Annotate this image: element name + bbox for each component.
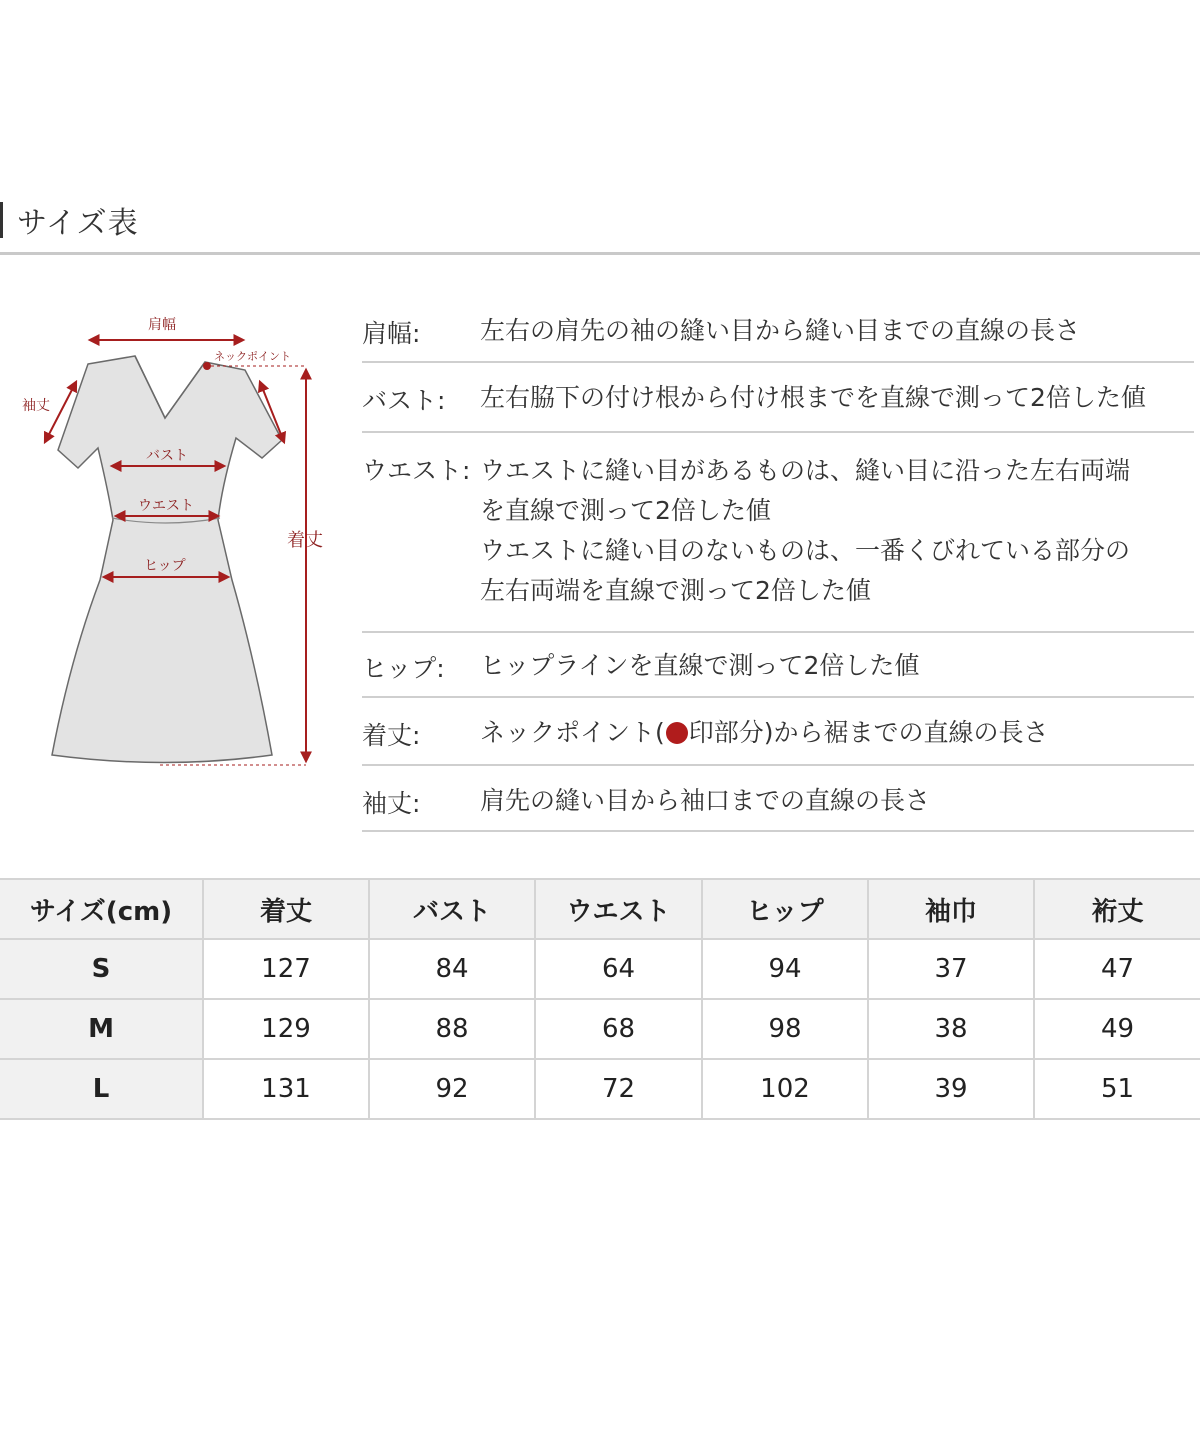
definition-text: 左右脇下の付け根から付け根までを直線で測って2倍した値 [480, 383, 1146, 412]
size-label: S [0, 939, 203, 999]
definition-sleeve [362, 766, 1194, 832]
page-title: サイズ表 [17, 206, 139, 241]
column-header: 裄丈 [1034, 879, 1200, 939]
table-cell: 51 [1034, 1059, 1200, 1119]
table-row [0, 939, 1200, 999]
column-header: 袖巾 [868, 879, 1034, 939]
definition-term: バスト: [362, 386, 446, 415]
garment-diagram [0, 300, 345, 790]
size-label: L [0, 1059, 203, 1119]
column-header: サイズ(cm) [0, 879, 203, 939]
section-header [0, 196, 400, 244]
table-cell: 94 [702, 939, 868, 999]
definition-term: ウエスト: [362, 456, 471, 485]
definition-term: 肩幅: [362, 319, 421, 348]
definition-shoulder [362, 300, 1194, 363]
table-cell: 68 [535, 999, 702, 1059]
table-cell: 88 [369, 999, 535, 1059]
title-accent-bar [0, 202, 3, 238]
definition-hip [362, 633, 1194, 698]
label-waist: ウエスト [138, 498, 194, 514]
table-cell: 37 [868, 939, 1034, 999]
table-cell: 98 [702, 999, 868, 1059]
neck-point-marker [203, 362, 211, 370]
definition-bust [362, 363, 1194, 433]
column-header: ウエスト [535, 879, 702, 939]
label-length: 着丈 [287, 530, 323, 551]
table-cell: 38 [868, 999, 1034, 1059]
definition-term: ヒップ: [362, 654, 445, 683]
label-sleeve: 袖丈 [22, 398, 50, 414]
table-row [0, 1059, 1200, 1119]
table-cell: 129 [203, 999, 369, 1059]
definition-text: 左右の肩先の袖の縫い目から縫い目までの直線の長さ [480, 316, 1081, 345]
table-cell: 64 [535, 939, 702, 999]
table-cell: 84 [369, 939, 535, 999]
definition-term: 袖丈: [362, 789, 421, 818]
title-divider [0, 252, 1200, 255]
definition-text: ヒップラインを直線で測って2倍した値 [480, 651, 920, 680]
column-header: バスト [369, 879, 535, 939]
label-hip: ヒップ [144, 558, 186, 574]
definition-term: 着丈: [362, 721, 421, 750]
column-header: ヒップ [702, 879, 868, 939]
table-row [0, 999, 1200, 1059]
definition-text: 肩先の縫い目から袖口までの直線の長さ [480, 786, 931, 815]
size-table [0, 878, 1200, 1120]
neck-point-dot-icon [666, 722, 688, 744]
table-cell: 127 [203, 939, 369, 999]
definition-length [362, 698, 1194, 766]
table-cell: 49 [1034, 999, 1200, 1059]
column-header: 着丈 [203, 879, 369, 939]
table-header-row [0, 879, 1200, 939]
table-cell: 47 [1034, 939, 1200, 999]
table-cell: 131 [203, 1059, 369, 1119]
measurement-definitions [362, 300, 1194, 832]
label-bust: バスト [146, 448, 188, 464]
definition-text: ネックポイント( 印部分)から裾までの直線の長さ [480, 718, 1049, 747]
table-cell: 72 [535, 1059, 702, 1119]
table-cell: 39 [868, 1059, 1034, 1119]
label-neck-point: ネックポイント [214, 350, 291, 363]
table-cell: 92 [369, 1059, 535, 1119]
definition-text: ウエストに縫い目があるものは、縫い目に沿った左右両端 を直線で測って2倍した値 ウエストに縫い目のないものは、一番くびれている部分の 左右両端を直線で測って2倍した値 [480, 456, 1131, 605]
table-cell: 102 [702, 1059, 868, 1119]
size-label: M [0, 999, 203, 1059]
label-shoulder: 肩幅 [148, 317, 176, 333]
definition-waist [362, 433, 1194, 633]
